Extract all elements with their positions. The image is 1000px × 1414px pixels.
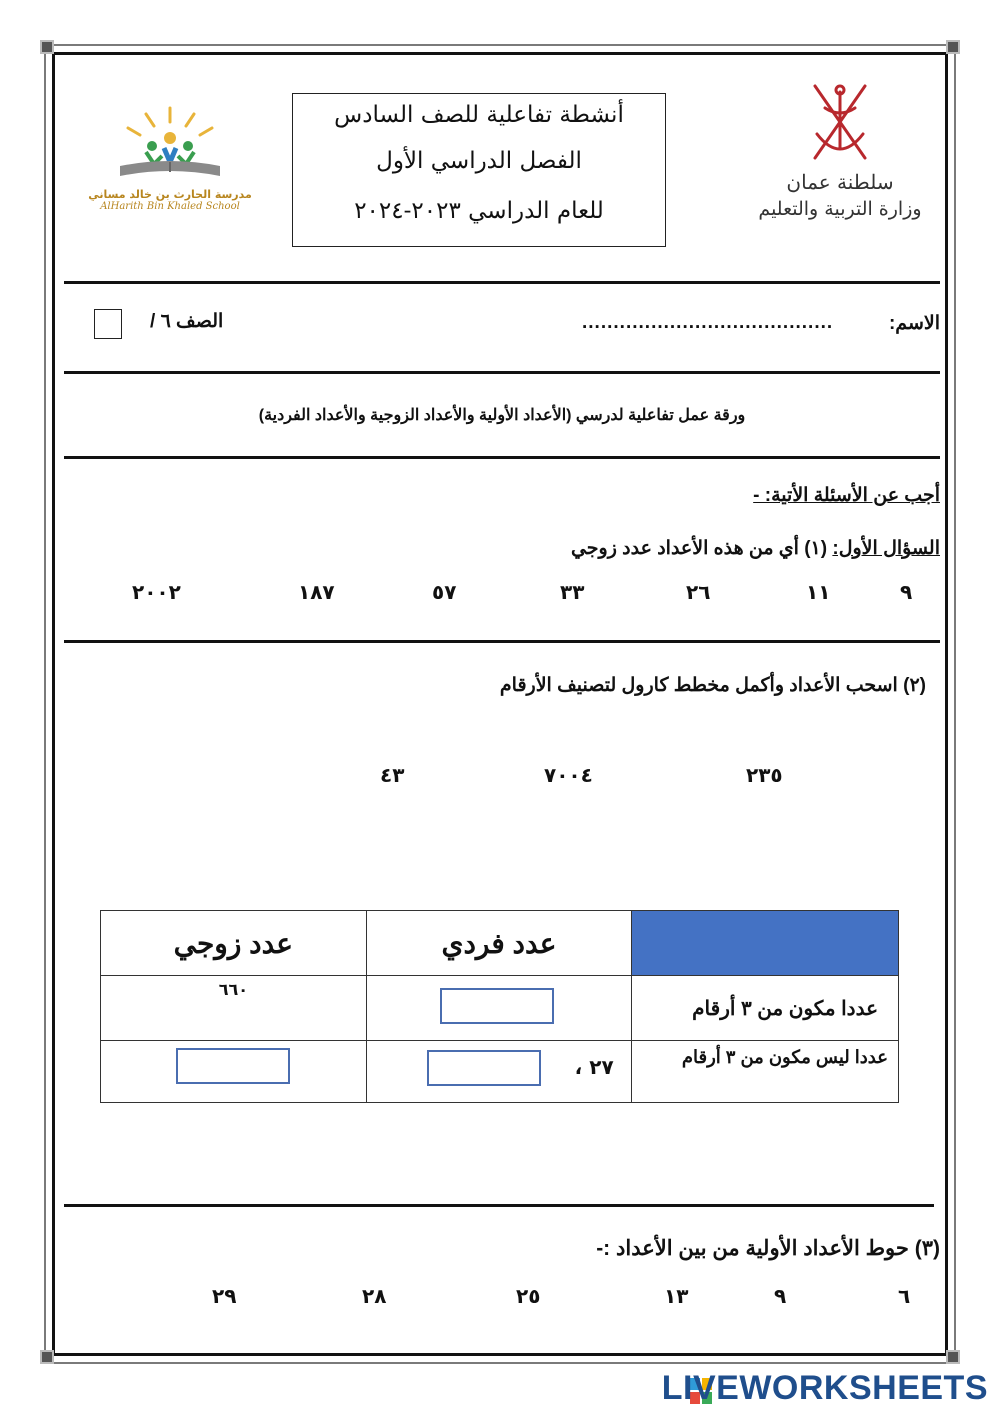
class-number-input[interactable]	[94, 309, 122, 339]
title-box	[292, 93, 666, 247]
q3-option[interactable]: ٢٩	[212, 1284, 237, 1308]
cell-3digit-even	[101, 976, 367, 1041]
cell-not3digit-even	[101, 1041, 367, 1103]
q1-option[interactable]: ٥٧	[432, 580, 457, 604]
school-logo-icon	[80, 100, 260, 190]
corner-ornament	[40, 40, 54, 54]
q1-option[interactable]: ٩	[900, 580, 913, 604]
q3-option[interactable]: ٩	[774, 1284, 787, 1308]
corner-ornament	[40, 1350, 54, 1364]
q1-option[interactable]: ٣٣	[560, 580, 585, 604]
divider	[64, 1204, 934, 1207]
q1-option[interactable]: ٢٦	[686, 580, 711, 604]
row-header-not3digit-label: عددا ليس مكون من ٣ أرقام	[681, 1047, 888, 1067]
school-logo	[80, 100, 260, 220]
cell-value: ٢٧ ،	[574, 1055, 614, 1079]
page-border-inner	[52, 52, 948, 1356]
oman-emblem-icon	[755, 78, 925, 166]
title-line-1: أنشطة تفاعلية للصف السادس	[334, 102, 624, 128]
title-line-3: للعام الدراسي ٢٠٢٣-٢٠٢٤	[354, 198, 604, 224]
draggable-number[interactable]: ٢٣٥	[746, 763, 783, 787]
q3-option[interactable]: ٢٨	[362, 1284, 387, 1308]
divider	[64, 456, 940, 459]
liveworksheets-watermark: LIVEWORKSHEETS	[661, 1369, 988, 1407]
q1-text: (١) أي من هذه الأعداد عدد زوجي	[570, 538, 828, 559]
q2-prompt: (٢) اسحب الأعداد وأكمل مخطط كارول لتصنيف الأرقام	[499, 675, 926, 696]
name-field[interactable]: ........................................	[582, 312, 834, 333]
draggable-number[interactable]: ٧٠٠٤	[544, 763, 593, 787]
carroll-diagram	[100, 910, 899, 1103]
q3-option[interactable]: ٢٥	[516, 1284, 541, 1308]
corner-header-cell	[632, 911, 899, 976]
drop-zone[interactable]	[427, 1050, 541, 1086]
ministry-name: سلطنة عمان	[786, 170, 894, 194]
drop-zone[interactable]	[440, 988, 554, 1024]
q1-option[interactable]: ١٨٧	[298, 580, 335, 604]
q3-option[interactable]: ١٣	[664, 1284, 689, 1308]
q3-prompt: (٣) حوط الأعداد الأولية من بين الأعداد :-	[596, 1237, 940, 1260]
q1-option[interactable]: ١١	[806, 580, 831, 604]
divider	[64, 371, 940, 374]
q3-option[interactable]: ٦	[898, 1284, 911, 1308]
cell-not3digit-odd	[366, 1041, 632, 1103]
drop-zone[interactable]	[176, 1048, 290, 1084]
name-label: الاسم:	[888, 313, 940, 334]
row-header-3digit	[632, 976, 899, 1041]
col-header-even	[101, 911, 367, 976]
col-header-even-label: عدد زوجي	[173, 927, 293, 959]
col-header-odd-label: عدد فردي	[441, 927, 557, 959]
corner-ornament	[946, 1350, 960, 1364]
draggable-number[interactable]: ٤٣	[380, 763, 405, 787]
q1-prompt	[571, 537, 940, 560]
school-name-ar: مدرسة الحارث بن خالد مساني	[88, 188, 252, 201]
q1-label: السؤال الأول:	[832, 538, 940, 559]
divider	[64, 281, 940, 284]
divider	[64, 640, 940, 643]
instructions: أجب عن الأسئلة الأتية: -	[753, 485, 940, 506]
corner-ornament	[946, 40, 960, 54]
class-label: الصف ٦ /	[150, 311, 224, 332]
q1-option[interactable]: ٢٠٠٢	[132, 580, 181, 604]
school-name-en: AlHarith Bin Khaled School	[100, 201, 240, 212]
ministry-emblem	[755, 78, 925, 238]
worksheet-title: ورقة عمل تفاعلية لدرسي (الأعداد الأولية والأعداد الزوجية والأعداد الفردية)	[258, 407, 746, 424]
cell-3digit-odd	[366, 976, 632, 1041]
cell-value: ٦٦٠	[218, 980, 248, 999]
col-header-odd	[366, 911, 632, 976]
title-line-2: الفصل الدراسي الأول	[376, 148, 582, 174]
row-header-3digit-label: عددا مكون من ٣ أرقام	[692, 997, 878, 1020]
ministry-dept: وزارة التربية والتعليم	[758, 198, 922, 220]
row-header-not3digit	[632, 1041, 899, 1103]
